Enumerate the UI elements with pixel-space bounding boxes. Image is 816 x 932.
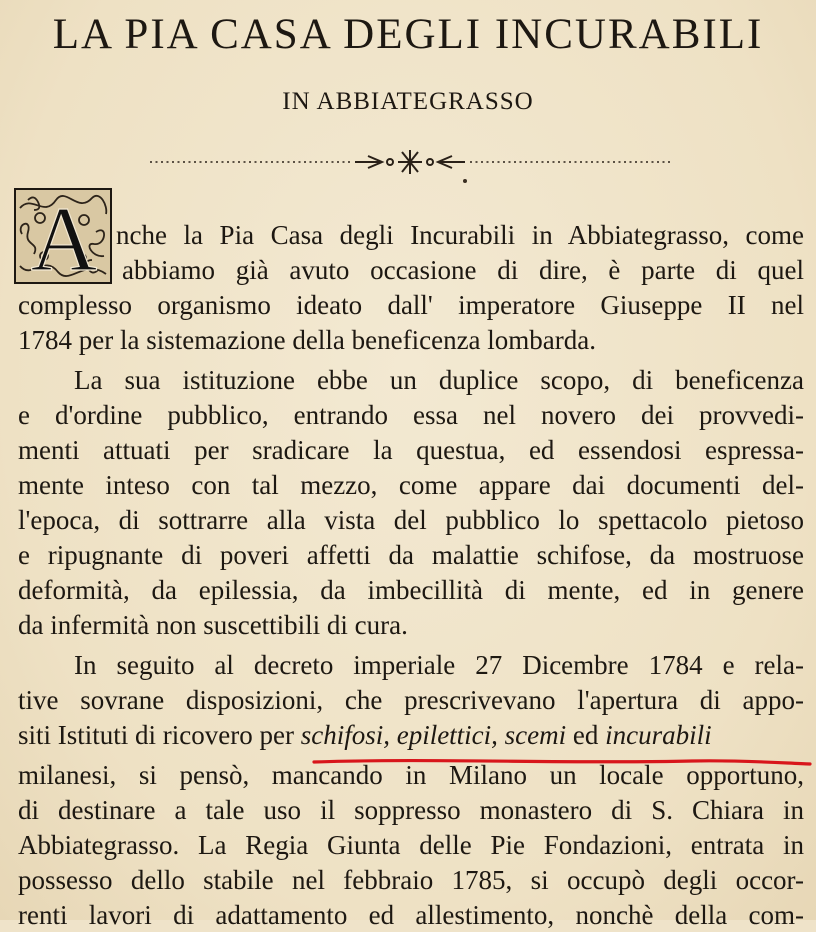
text-line-19: possesso dello stabile nel febbraio 1785, si occupò degli occor-: [18, 865, 804, 895]
document-title: LA PIA CASA DEGLI INCURABILI: [52, 11, 764, 58]
dropcap-letter: A: [30, 188, 98, 284]
text-line-5: La sua istituzione ebbe un duplice scopo, di beneficenza: [74, 365, 804, 395]
text-line-14: tive sovrane disposizioni, che prescrivevano l'apertura di appo-: [18, 685, 804, 715]
text-line-9: l'epoca, di sottrarre alla vista del pubblico lo spettacolo pietoso: [18, 505, 804, 535]
text-line-16: milanesi, si pensò, mancando in Milano un locale opportuno,: [18, 760, 804, 790]
italic-phrase-connector: ed: [572, 720, 599, 750]
text-line-1: nche la Pia Casa degli Incurabili in Abbiategrasso, come: [116, 220, 804, 250]
text-line-10: e ripugnante di poveri affetti da malattie schifose, da mostruose: [18, 540, 804, 570]
text-line-15: [18, 718, 804, 752]
text-line-11: deformità, da epilessia, da imbecillità di mente, ed in genere: [18, 575, 804, 605]
text-line-13: In seguito al decreto imperiale 27 Dicembre 1784 e rela-: [74, 650, 804, 680]
document-subtitle: IN ABBIATEGRASSO: [282, 88, 534, 115]
ornament-divider-icon: [150, 148, 670, 174]
text-line-2: abbiamo già avuto occasione di dire, è parte di quel: [122, 255, 804, 285]
text-line-20: renti lavori di adattamento ed allestimento, nonchè della com-: [18, 900, 804, 930]
dropcap-letter-a-icon: [14, 188, 112, 284]
text-line-15-start: siti Istituti di ricovero per: [18, 720, 294, 750]
italic-phrase-1: schifosi, epilettici, scemi: [300, 720, 567, 750]
text-line-8: mente inteso con tal mezzo, come appare dai documenti del-: [18, 470, 804, 500]
text-line-4: 1784 per la sistemazione della beneficenza lombarda.: [18, 325, 596, 355]
text-line-12: da infermità non suscettibili di cura.: [18, 610, 408, 640]
ink-speck: [463, 179, 467, 183]
italic-phrase-2: incurabili: [605, 720, 712, 750]
text-line-3: complesso organismo ideato dall' imperatore Giuseppe II nel: [18, 290, 804, 320]
text-line-6: e d'ordine pubblico, entrando essa nel novero dei provvedi-: [18, 400, 804, 430]
text-line-17: di destinare a tale uso il soppresso monastero di S. Chiara in: [18, 795, 804, 825]
text-line-18: Abbiategrasso. La Regia Giunta delle Pie Fondazioni, entrata in: [18, 830, 804, 860]
text-line-7: menti attuati per sradicare la questua, ed essendosi espressa-: [18, 435, 804, 465]
